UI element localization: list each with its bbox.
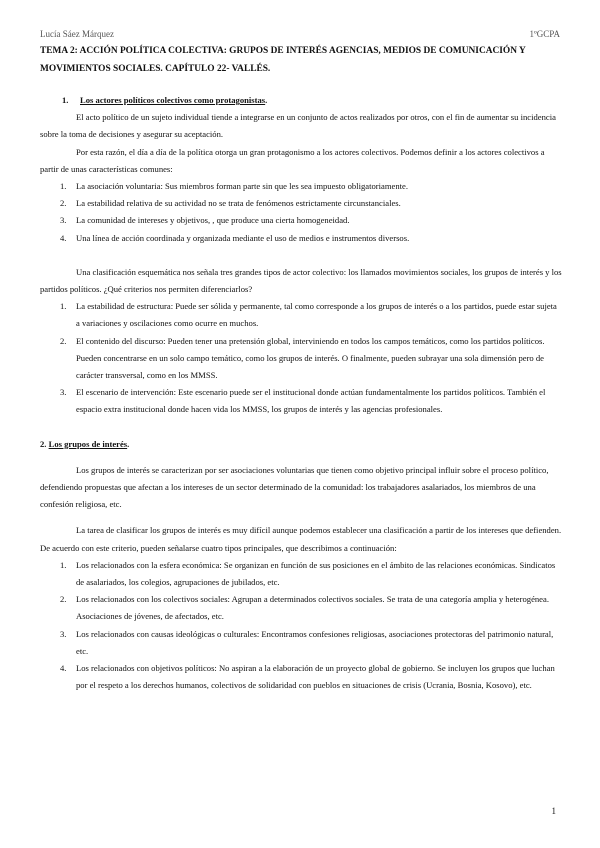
section1-number: 1. (62, 95, 69, 105)
list-item-text: La estabilidad relativa de su actividad no se trata de fenómenos estrictamente circunstanciales. (76, 198, 401, 209)
section2-heading-tail: . (127, 438, 130, 449)
list-item-text: Los relacionados con los colectivos sociales: Agrupan a determinados colectivos sociales. Se trata de una categoría amplia y heterogénea. Asociaciones de jóvenes, de afectados, etc. (76, 594, 549, 622)
section1-heading-text: Los actores políticos colectivos como protagonistas (80, 95, 266, 105)
section2-paragraph-2: La tarea de clasificar los grupos de interés es muy difícil aunque podemos establecer una clasificación a partir de los intereses que defienden. De acuerdo con este criterio, pueden señalarse cuatro tipos principales, que describimos a continuación: (40, 525, 562, 553)
list-item (40, 298, 562, 332)
list-item (40, 591, 562, 625)
section2-paragraph-1: Los grupos de interés se caracterizan por ser asociaciones voluntarias que tienen como objetivo principal influir sobre el proceso político, defendiendo propuestas que afectan a los intereses de un sector determinado de la comunidad: los trabajadores asalariados, los miembros de una confesión religiosa, etc. (40, 464, 549, 510)
list-item-number: 4. (60, 663, 67, 674)
page-number: 1 (551, 806, 556, 816)
list-item-number: 2. (60, 335, 67, 346)
list-item-text: La estabilidad de estructura: Puede ser sólida y permanente, tal como corresponde a los grupos de interés o a los partidos, puede estar sujeta a variaciones y oscilaciones como ocurre en muchos. (76, 301, 557, 329)
list-item (40, 384, 562, 418)
list-item (40, 230, 562, 247)
list-item (40, 626, 562, 660)
list-item-number: 3. (60, 215, 67, 226)
document-body (40, 92, 562, 695)
section2-number: 2. (40, 438, 47, 449)
section1-heading (40, 92, 562, 109)
document-title: TEMA 2: ACCIÓN POLÍTICA COLECTIVA: GRUPOS DE INTERÉS AGENCIAS, MEDIOS DE COMUNICACIÓN Y MOVIMIENTOS SOCIALES. CAPÍTULO 22- VALLÉS. (40, 46, 526, 74)
section2-heading (40, 436, 562, 453)
list-item (40, 557, 562, 591)
list-item (40, 212, 562, 229)
list-item (40, 333, 562, 385)
list-item-number: 3. (60, 387, 67, 398)
list-item-text: Los relacionados con la esfera económica: Se organizan en función de sus posiciones en el ámbito de las relaciones económicas. Sindicatos de asalariados, los colegios, agrupaciones de jubilados, etc. (76, 559, 556, 588)
list-item-text: La comunidad de intereses y objetivos, , que produce una cierta homogeneidad. (76, 215, 350, 226)
types-list (40, 557, 562, 695)
header-course: 1ºGCPA (529, 29, 560, 39)
list-item-number: 4. (60, 232, 67, 243)
list-item-number: 3. (60, 628, 67, 639)
list-item-text: Los relacionados con causas ideológicas o culturales: Encontramos confesiones religiosas, asociaciones protectoras del patrimonio natural, etc. (76, 628, 554, 656)
list-item-number: 1. (60, 181, 67, 192)
features-list (40, 178, 562, 247)
section1-paragraph-2: Por esta razón, el día a día de la política otorga un gran protagonismo a los actores colectivos. Podemos definir a los actores colectivos a partir de unas características comunes: (40, 146, 545, 174)
section1-paragraph-3: Una clasificación esquemática nos señala tres grandes tipos de actor colectivo: los llamados movimientos sociales, los grupos de interés y los partidos políticos. ¿Qué criterios nos permiten diferenciarlos? (40, 266, 562, 295)
list-item-text: La asociación voluntaria: Sus miembros forman parte sin que les sea impuesto obligatoriamente. (76, 181, 408, 192)
list-item-text: El contenido del discurso: Pueden tener una pretensión global, interviniendo en todos los campos temáticos, como los partidos políticos. Pueden concentrarse en un solo campo temático, como los grupos de interés. O finalmente, pueden subrayar una sola dimensión pero de carácter transversal, como en los MMSS. (76, 335, 545, 381)
list-item-number: 1. (60, 301, 67, 312)
list-item-number: 2. (60, 594, 67, 605)
list-item (40, 660, 562, 694)
list-item (40, 195, 562, 212)
list-item-number: 2. (60, 198, 67, 209)
list-item-text: Una línea de acción coordinada y organizada mediante el uso de medios e instrumentos diversos. (76, 232, 410, 243)
list-item-text: El escenario de intervención: Este escenario puede ser el institucional donde actúan fundamentalmente los partidos políticos. También el espacio extra institucional donde hacen vida los MMSS, los grupos de interés y las agencias profesionales. (76, 387, 546, 415)
header-author: Lucía Sáez Márquez (40, 29, 114, 39)
section2-heading-text: Los grupos de interés (48, 438, 128, 449)
section1-heading-tail: . (265, 95, 268, 105)
list-item-text: Los relacionados con objetivos políticos: No aspiran a la elaboración de un proyecto global de gobierno. Se incluyen los grupos que luchan por el respeto a los derechos humanos, colectivos de solidaridad con pueblos en situaciones de crisis (Ucrania, Bosnia, Kosovo), etc. (76, 663, 555, 691)
list-item (40, 178, 562, 195)
list-item-number: 1. (60, 559, 67, 570)
section1-paragraph-1: El acto político de un sujeto individual tiende a integrarse en un conjunto de actos realizados por otros, con el fin de aumentar su incidencia sobre la toma de decisiones y asegurar su aceptación. (40, 112, 556, 140)
criteria-list (40, 298, 562, 418)
